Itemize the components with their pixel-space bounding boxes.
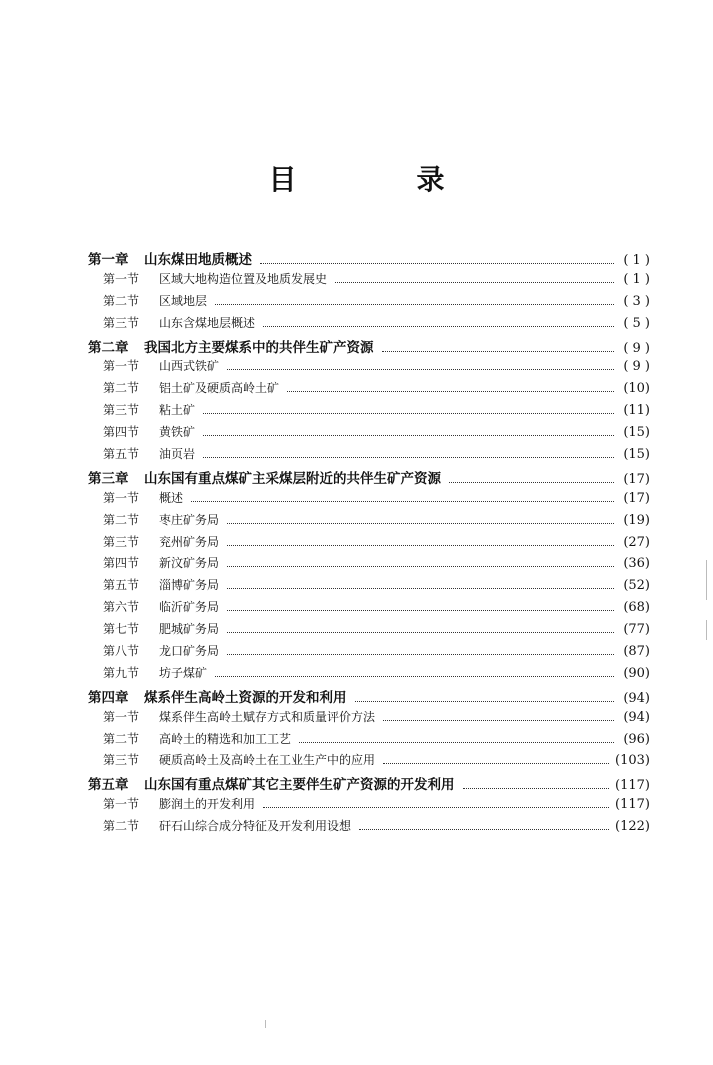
toc-entry-page: (11) <box>623 403 650 419</box>
toc-entry-page: (90) <box>623 665 650 681</box>
toc-entry-number: 第五节 <box>103 447 140 462</box>
toc-section-row <box>88 533 650 555</box>
toc-section-row <box>88 751 650 773</box>
dot-leader <box>227 588 614 589</box>
dot-leader <box>227 369 614 370</box>
toc-section-row <box>88 292 650 314</box>
toc-entry-title: 龙口矿务局 <box>159 644 220 659</box>
dot-leader <box>359 829 609 830</box>
toc-entry-page: (36) <box>623 556 650 572</box>
toc-entry-number: 第一节 <box>103 359 140 374</box>
toc-entry-title: 煤系伴生高岭土资源的开发和利用 <box>144 689 347 706</box>
toc-section-row <box>88 357 650 379</box>
dot-leader <box>449 482 614 483</box>
toc-entry-page: ( 5 ) <box>623 315 650 331</box>
toc-entry-page: ( 1 ) <box>623 271 650 287</box>
toc-chapter-row <box>88 248 650 270</box>
toc-section-row <box>88 554 650 576</box>
toc-entry-page: ( 9 ) <box>623 359 650 375</box>
toc-entry-title: 高岭土的精选和加工工艺 <box>159 731 292 746</box>
toc-entry-title: 油页岩 <box>159 447 196 462</box>
dot-leader <box>227 610 614 611</box>
toc-entry-title: 粘土矿 <box>159 403 196 418</box>
scan-mark <box>706 620 707 640</box>
toc-entry-title: 山东煤田地质概述 <box>144 252 252 268</box>
dot-leader <box>355 701 615 702</box>
toc-entry-number: 第三节 <box>103 315 140 330</box>
toc-entry-page: (103) <box>615 753 650 769</box>
toc-entry-number: 第四节 <box>103 425 140 440</box>
toc-section-row <box>88 576 650 598</box>
dot-leader <box>227 654 614 655</box>
dot-leader <box>203 413 614 414</box>
toc-section-row <box>88 598 650 620</box>
dot-leader <box>227 632 614 633</box>
toc-entry-number: 第五章 <box>88 777 129 794</box>
toc-entry-number: 第三章 <box>88 470 129 487</box>
toc-entry-page: (15) <box>623 425 650 441</box>
toc-section-row <box>88 708 650 730</box>
toc-entry-page: (117) <box>615 778 650 794</box>
toc-entry-page: (17) <box>623 490 650 506</box>
toc-section-row <box>88 642 650 664</box>
dot-leader <box>227 523 614 524</box>
toc-section-row <box>88 489 650 511</box>
toc-entry-page: (96) <box>623 731 650 747</box>
toc-entry-number: 第二节 <box>103 381 140 396</box>
toc-entry-title: 区域地层 <box>159 293 208 308</box>
toc-entry-title: 黄铁矿 <box>159 425 196 440</box>
table-of-contents <box>88 248 650 839</box>
toc-chapter-row <box>88 686 650 708</box>
toc-section-row <box>88 795 650 817</box>
toc-entry-title: 坊子煤矿 <box>159 665 208 680</box>
toc-entry-number: 第二节 <box>103 731 140 746</box>
toc-entry-number: 第九节 <box>103 665 140 680</box>
toc-entry-title: 山西式铁矿 <box>159 359 220 374</box>
toc-entry-page: (10) <box>623 381 650 397</box>
toc-entry-page: (122) <box>615 819 650 835</box>
toc-entry-page: ( 1 ) <box>623 253 650 268</box>
toc-entry-page: (19) <box>623 512 650 528</box>
dot-leader <box>263 326 614 327</box>
toc-section-row <box>88 664 650 686</box>
toc-entry-number: 第一节 <box>103 271 140 286</box>
toc-entry-number: 第七节 <box>103 622 140 637</box>
toc-entry-title: 山东含煤地层概述 <box>159 315 256 330</box>
dot-leader <box>260 263 614 264</box>
toc-entry-number: 第一章 <box>88 252 129 268</box>
toc-entry-number: 第二节 <box>103 819 140 834</box>
toc-entry-page: (117) <box>615 797 650 813</box>
toc-entry-title: 临沂矿务局 <box>159 600 220 615</box>
toc-entry-title: 山东国有重点煤矿主采煤层附近的共伴生矿产资源 <box>144 470 441 487</box>
toc-entry-page: (52) <box>623 578 650 594</box>
toc-entry-title: 兖州矿务局 <box>159 534 220 549</box>
toc-section-row <box>88 445 650 467</box>
toc-entry-number: 第二节 <box>103 293 140 308</box>
toc-entry-page: (87) <box>623 644 650 660</box>
toc-entry-title: 枣庄矿务局 <box>159 512 220 527</box>
dot-leader <box>215 676 614 677</box>
toc-chapter-row <box>88 467 650 489</box>
dot-leader <box>335 282 614 283</box>
dot-leader <box>227 545 614 546</box>
toc-entry-number: 第一节 <box>103 797 140 812</box>
toc-entry-title: 淄博矿务局 <box>159 578 220 593</box>
toc-section-row <box>88 511 650 533</box>
toc-section-row <box>88 817 650 839</box>
dot-leader <box>227 566 614 567</box>
toc-section-row <box>88 270 650 292</box>
toc-entry-page: ( 9 ) <box>623 340 650 356</box>
toc-entry-title: 硬质高岭土及高岭土在工业生产中的应用 <box>159 753 376 768</box>
toc-entry-page: ( 3 ) <box>623 293 650 309</box>
dot-leader <box>203 457 614 458</box>
toc-chapter-row <box>88 773 650 795</box>
toc-entry-number: 第三节 <box>103 753 140 768</box>
toc-entry-page: (17) <box>623 471 650 487</box>
toc-section-row <box>88 620 650 642</box>
toc-entry-page: (94) <box>623 690 650 706</box>
toc-entry-title: 山东国有重点煤矿其它主要伴生矿产资源的开发利用 <box>144 777 455 794</box>
toc-section-row <box>88 379 650 401</box>
toc-entry-number: 第四节 <box>103 556 140 571</box>
toc-entry-page: (68) <box>623 600 650 616</box>
toc-entry-number: 第三节 <box>103 403 140 418</box>
toc-entry-number: 第四章 <box>88 689 129 706</box>
toc-entry-number: 第二节 <box>103 512 140 527</box>
toc-entry-title: 我国北方主要煤系中的共伴生矿产资源 <box>144 339 374 356</box>
dot-leader <box>191 501 614 502</box>
toc-entry-title: 膨润土的开发利用 <box>159 797 256 812</box>
toc-entry-title: 煤系伴生高岭土赋存方式和质量评价方法 <box>159 709 376 724</box>
scan-mark <box>706 560 707 600</box>
toc-entry-page: (94) <box>623 709 650 725</box>
dot-leader <box>215 304 614 305</box>
dot-leader <box>263 807 609 808</box>
toc-entry-number: 第一节 <box>103 709 140 724</box>
toc-chapter-row <box>88 336 650 358</box>
toc-entry-number: 第六节 <box>103 600 140 615</box>
dot-leader <box>287 391 614 392</box>
toc-entry-title: 区域大地构造位置及地质发展史 <box>159 271 328 286</box>
toc-entry-number: 第三节 <box>103 534 140 549</box>
page-title: 目 录 <box>268 163 491 196</box>
dot-leader <box>463 788 610 789</box>
dot-leader <box>383 720 614 721</box>
toc-entry-number: 第八节 <box>103 644 140 659</box>
toc-entry-page: (15) <box>623 447 650 463</box>
toc-entry-number: 第二章 <box>88 339 129 356</box>
dot-leader <box>203 435 614 436</box>
dot-leader <box>382 351 615 352</box>
toc-entry-page: (27) <box>623 534 650 550</box>
toc-entry-title: 铝土矿及硬质高岭土矿 <box>159 381 280 396</box>
toc-entry-number: 第五节 <box>103 578 140 593</box>
scan-mark <box>265 1020 266 1028</box>
toc-section-row <box>88 423 650 445</box>
toc-section-row <box>88 314 650 336</box>
toc-entry-page: (77) <box>623 622 650 638</box>
toc-entry-title: 概述 <box>159 490 184 505</box>
dot-leader <box>299 742 614 743</box>
toc-entry-title: 矸石山综合成分特征及开发利用设想 <box>159 819 352 834</box>
toc-entry-number: 第一节 <box>103 490 140 505</box>
toc-entry-title: 肥城矿务局 <box>159 622 220 637</box>
dot-leader <box>383 763 609 764</box>
toc-entry-title: 新汶矿务局 <box>159 556 220 571</box>
toc-section-row <box>88 730 650 752</box>
toc-section-row <box>88 401 650 423</box>
